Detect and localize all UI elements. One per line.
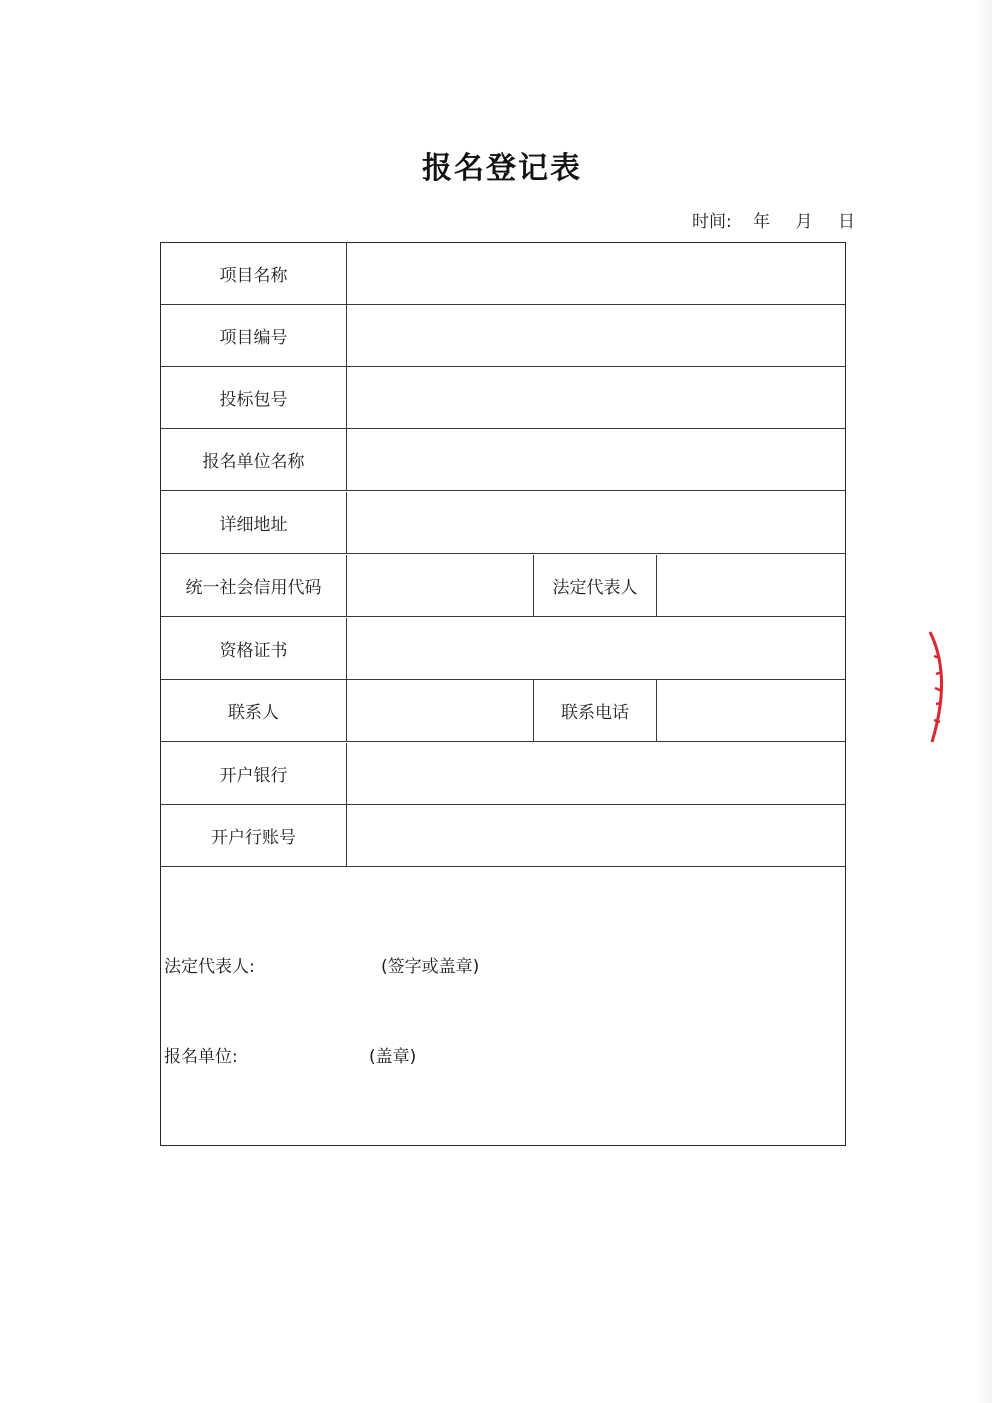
project-number-field[interactable] — [347, 305, 845, 366]
row-label: 详细地址 — [161, 492, 347, 553]
date-month: 月 — [795, 212, 813, 232]
row-label: 统一社会信用代码 — [161, 555, 347, 616]
form-row-qualification — [161, 618, 845, 680]
row-label: 开户行账号 — [161, 805, 347, 866]
date-line — [692, 207, 855, 232]
bank-field[interactable] — [347, 743, 845, 804]
unit-sign-label: 报名单位: — [164, 1047, 238, 1067]
form-row-bank — [161, 743, 845, 805]
row-label: 开户银行 — [161, 743, 347, 804]
form-row-bid-package — [161, 367, 845, 429]
qualification-field[interactable] — [347, 618, 845, 679]
row-label: 项目名称 — [161, 243, 347, 304]
unit-name-field[interactable] — [347, 429, 845, 490]
form-row-account — [161, 805, 845, 867]
red-seal-stamp-icon — [926, 626, 956, 746]
signature-area — [161, 867, 845, 1145]
contact-phone-field[interactable] — [657, 680, 845, 741]
contact-person-field[interactable] — [347, 680, 533, 741]
form-row-address — [161, 492, 845, 554]
row-label: 资格证书 — [161, 618, 347, 679]
unit-sign-note: (盖章) — [369, 1047, 417, 1067]
form-row-credit-code — [161, 555, 845, 617]
form-row-contact — [161, 680, 845, 742]
address-field[interactable] — [347, 492, 845, 553]
contact-phone-label: 联系电话 — [533, 680, 657, 741]
page-edge-shadow — [976, 0, 992, 1403]
legal-rep-field[interactable] — [657, 555, 845, 616]
date-year: 年 — [753, 212, 771, 232]
row-label: 项目编号 — [161, 305, 347, 366]
row-label: 投标包号 — [161, 367, 347, 428]
page-title: 报名登记表 — [422, 151, 582, 186]
bid-package-field[interactable] — [347, 367, 845, 428]
project-name-field[interactable] — [347, 243, 845, 304]
form-row-unit-name — [161, 429, 845, 491]
row-label: 报名单位名称 — [161, 429, 347, 490]
date-day: 日 — [837, 212, 855, 232]
form-row-project-name — [161, 243, 845, 305]
credit-code-field[interactable] — [347, 555, 533, 616]
legal-rep-sign-label: 法定代表人: — [164, 957, 255, 977]
registration-form-table — [160, 242, 846, 1146]
account-field[interactable] — [347, 805, 845, 866]
legal-rep-sign-note: (签字或盖章) — [381, 957, 480, 977]
legal-rep-label: 法定代表人 — [533, 555, 657, 616]
form-row-project-number — [161, 305, 845, 367]
row-label: 联系人 — [161, 680, 347, 741]
date-label: 时间: — [692, 212, 732, 232]
